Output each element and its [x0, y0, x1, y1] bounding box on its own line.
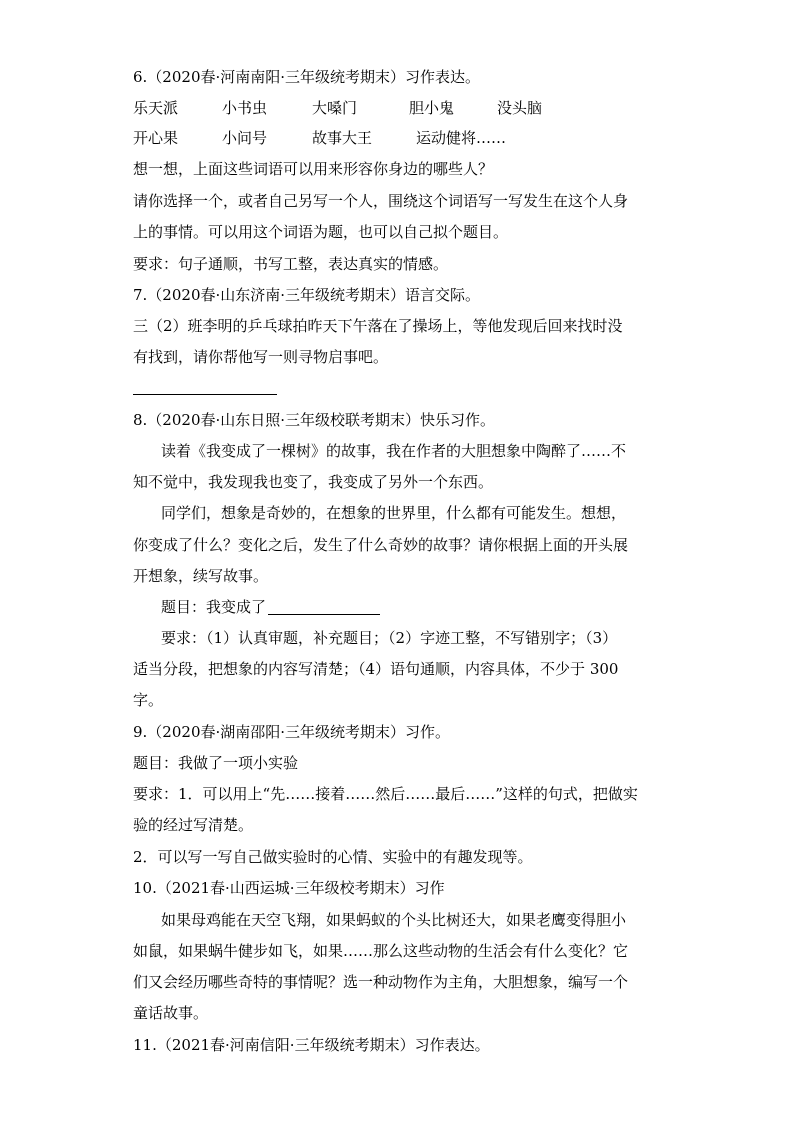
q7-line-1: 三（2）班李明的乒乓球拍昨天下午落在了操场上，等他发现后回来找时没 — [133, 317, 623, 335]
q8-para-2-line-2: 你变成了什么？变化之后，发生了什么奇妙的故事？请你根据上面的开头展 — [133, 536, 629, 554]
q9-title: 题目：我做了一项小实验 — [133, 754, 299, 772]
q6-word: 胆小鬼 — [409, 99, 455, 117]
q8-req-line-2: 适当分段，把想象的内容写清楚；（4）语句通顺，内容具体，不少于 300 — [133, 660, 619, 678]
q6-line-3: 上的事情。可以用这个词语为题，也可以自己拟个题目。 — [133, 223, 509, 241]
q6-line-4: 要求：句子通顺，书写工整，表达真实的情感。 — [133, 255, 449, 273]
q6-word: 大嗓门 — [312, 99, 358, 117]
q6-word-row-2 — [133, 128, 593, 148]
q9-req-1-line-2: 验的经过写清楚。 — [133, 816, 254, 834]
title-blank[interactable] — [268, 598, 380, 615]
q7-line-2: 有找到，请你帮他写一则寻物启事吧。 — [133, 348, 389, 366]
q9-header: 9.（2020春·湖南邵阳·三年级统考期末）习作。 — [133, 723, 451, 741]
q6-line-1: 想一想，上面这些词语可以用来形容你身边的哪些人？ — [133, 160, 494, 178]
q11-header: 11.（2021春·河南信阳·三年级统考期末）习作表达。 — [133, 1036, 490, 1054]
q8-para-1-line-2: 知不觉中，我发现我也变了，我变成了另外一个东西。 — [133, 473, 494, 491]
q10-para-line-4: 童话故事。 — [133, 1004, 209, 1022]
q8-title-line — [161, 597, 380, 617]
q9-req-2: 2．可以写一写自己做实验时的心情、实验中的有趣发现等。 — [133, 848, 533, 866]
q6-word: 小书虫 — [222, 99, 268, 117]
answer-rule — [133, 394, 277, 395]
q10-para-line-1: 如果母鸡能在天空飞翔，如果蚂蚁的个头比树还大，如果老鹰变得胆小 — [161, 911, 627, 929]
q8-req-line-3: 字。 — [133, 691, 164, 709]
q8-para-1-line-1: 读着《我变成了一棵树》的故事，我在作者的大胆想象中陶醉了……不 — [161, 442, 627, 460]
q6-word: 小问号 — [222, 129, 268, 147]
q10-para-line-2: 如鼠，如果蜗牛健步如飞，如果……那么这些动物的生活会有什么变化？它 — [133, 942, 629, 960]
q6-word: 运动健将…… — [416, 129, 507, 147]
q6-header: 6.（2020春·河南南阳·三年级统考期末）习作表达。 — [133, 68, 481, 86]
q9-req-1-line-1: 要求：1．可以用上“先……接着……然后……最后……”这样的句式，把做实 — [133, 785, 638, 803]
q6-word: 开心果 — [133, 129, 179, 147]
q8-para-2-line-1: 同学们，想象是奇妙的，在想象的世界里，什么都有可能发生。想想， — [161, 504, 627, 522]
q8-title-label: 题目：我变成了 — [161, 598, 267, 616]
q8-req-line-1: 要求：（1）认真审题，补充题目；（2）字迹工整，不写错别字；（3） — [161, 629, 618, 647]
q10-para-line-3: 们又会经历哪些奇特的事情呢？选一种动物作为主角，大胆想象，编写一个 — [133, 973, 629, 991]
q6-word-row-1 — [133, 98, 593, 118]
q6-word: 乐天派 — [133, 99, 179, 117]
q6-word: 没头脑 — [497, 99, 543, 117]
q8-para-2-line-3: 开想象，续写故事。 — [133, 567, 269, 585]
q8-header: 8.（2020春·山东日照·三年级校联考期末）快乐习作。 — [133, 411, 496, 429]
q6-line-2: 请你选择一个，或者自己另写一个人，围绕这个词语写一写发生在这个人身 — [133, 192, 629, 210]
q7-header: 7.（2020春·山东济南·三年级统考期末）语言交际。 — [133, 286, 481, 304]
q6-word: 故事大王 — [312, 129, 373, 147]
q10-header: 10.（2021春·山西运城·三年级校考期末）习作 — [133, 879, 445, 897]
